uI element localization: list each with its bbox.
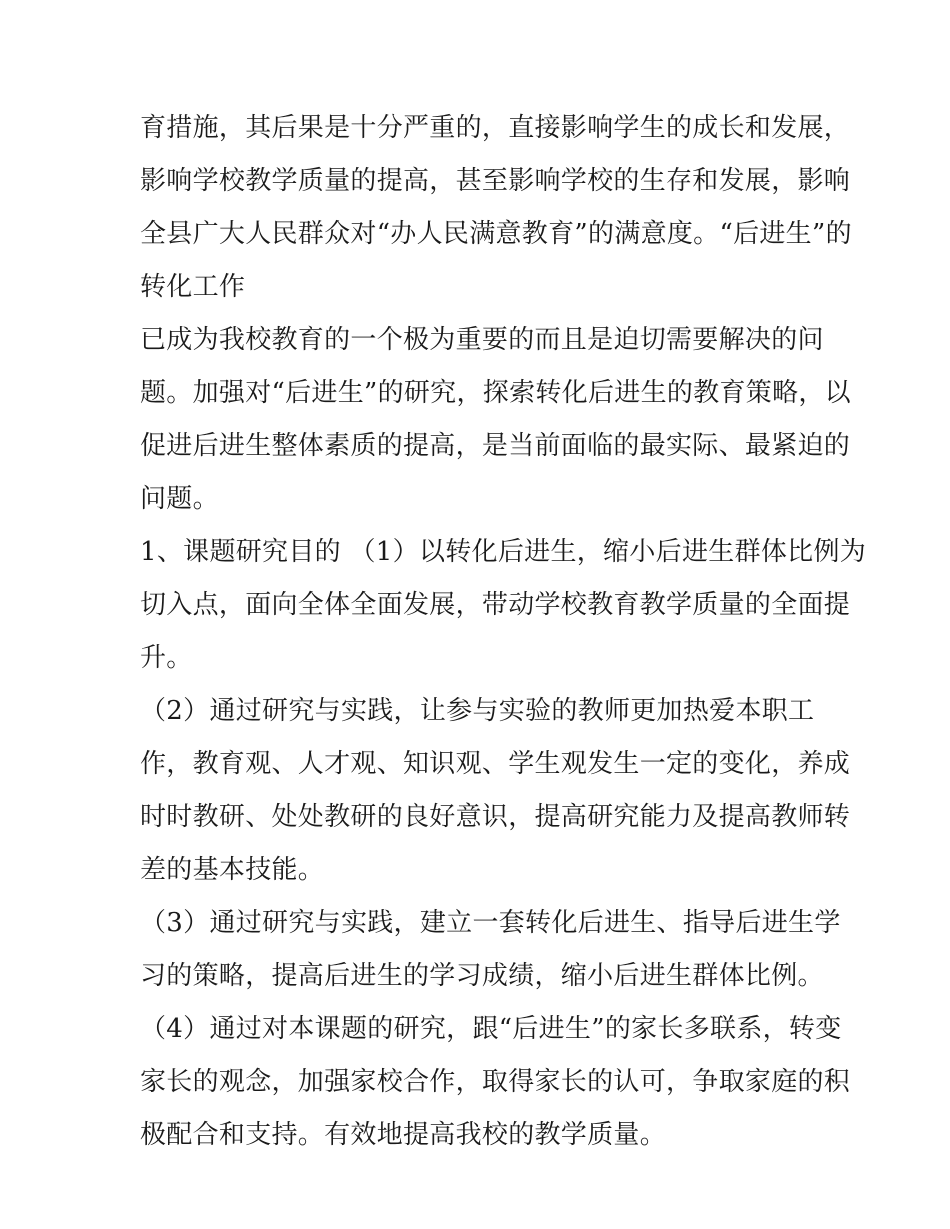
document-body [140, 102, 867, 1162]
text-line: （2）通过研究与实践，让参与实验的教师更加热爱本职工 [140, 696, 815, 726]
text-line: 切入点，面向全体全面发展，带动学校教育教学质量的全面提 [140, 590, 851, 620]
text-line: 全县广大人民群众对“办人民满意教育”的满意度。“后进生”的 [140, 219, 852, 249]
text-line: 升。 [140, 643, 193, 673]
text-line: （3）通过研究与实践，建立一套转化后进生、指导后进生学 [140, 908, 841, 938]
text-line: 育措施，其后果是十分严重的，直接影响学生的成长和发展， [140, 113, 851, 143]
text-line: 转化工作 [140, 272, 246, 302]
text-line: 作，教育观、人才观、知识观、学生观发生一定的变化，养成 [140, 749, 851, 779]
text-line: 影响学校教学质量的提高，甚至影响学校的生存和发展，影响 [140, 166, 851, 196]
text-line: 时时教研、处处教研的良好意识，提高研究能力及提高教师转 [140, 802, 851, 832]
text-line: 差的基本技能。 [140, 855, 325, 885]
text-line: 1、课题研究目的 （1）以转化后进生，缩小后进生群体比例为 [140, 537, 867, 567]
text-line: （4）通过对本课题的研究，跟“后进生”的家长多联系，转变 [140, 1014, 842, 1044]
text-line: 已成为我校教育的一个极为重要的而且是迫切需要解决的问 [140, 325, 824, 355]
text-line: 习的策略，提高后进生的学习成绩，缩小后进生群体比例。 [140, 961, 824, 991]
text-line: 问题。 [140, 484, 219, 514]
text-line: 极配合和支持。有效地提高我校的教学质量。 [140, 1120, 667, 1150]
text-line: 题。加强对“后进生”的研究，探索转化后进生的教育策略，以 [140, 378, 851, 408]
text-line: 家长的观念，加强家校合作，取得家长的认可，争取家庭的积 [140, 1067, 851, 1097]
text-line: 促进后进生整体素质的提高，是当前面临的最实际、最紧迫的 [140, 431, 851, 461]
